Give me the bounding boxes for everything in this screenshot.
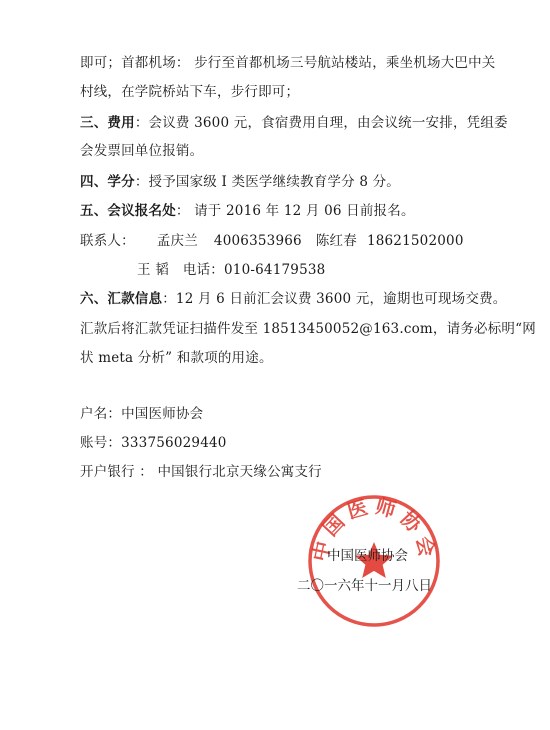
- transport-line-1: 即可；首都机场： 步行至首都机场三号航站楼站，乘坐机场大巴中关: [80, 55, 496, 71]
- fees-heading: 三、费用: [80, 115, 135, 131]
- contact-2-name: 陈红春: [315, 233, 357, 249]
- credits-text: ：授予国家级 I 类医学继续教育学分 8 分。: [134, 174, 400, 190]
- contact-1-phone: 4006353966: [213, 233, 302, 249]
- fees-line-2: 会发票回单位报销。: [80, 143, 204, 159]
- contacts-line-1: [80, 232, 464, 250]
- signature-org: 中国医师协会: [327, 548, 408, 564]
- credits-line: [80, 173, 400, 191]
- fees-line-1: [80, 114, 508, 132]
- transport-line-2: 村线，在学院桥站下车，步行即可；: [80, 84, 300, 100]
- payment-text: ：12 月 6 日前汇会议费 3600 元，逾期也可现场交费。: [162, 291, 507, 307]
- registration-text: ： 请于 2016 年 12 月 06 日前报名。: [175, 203, 415, 219]
- fees-text: ：会议费 3600 元，食宿费用自理，由会议统一安排，凭组委: [134, 115, 508, 131]
- payment-line-2: 汇款后将汇款凭证扫描件发至 18513450052@163.com，请务必标明“网: [80, 321, 536, 337]
- signature-date: 二〇一六年十一月八日: [297, 578, 432, 594]
- account-number: 账号：333756029440: [80, 435, 227, 451]
- contacts-label: 联系人：: [80, 233, 135, 249]
- payment-line-1: [80, 290, 506, 308]
- payment-line-3: 状 meta 分析” 和款项的用途。: [80, 350, 273, 366]
- seal-text: 中国医师协会: [307, 493, 441, 564]
- contact-2-phone: 18621502000: [366, 233, 464, 249]
- contacts-line-2: [137, 261, 325, 279]
- registration-heading: 五、会议报名处: [80, 203, 176, 219]
- credits-heading: 四、学分: [80, 174, 135, 190]
- payment-heading: 六、汇款信息: [80, 291, 163, 307]
- account-holder: 户名：中国医师协会: [80, 406, 204, 422]
- contact-3-phone: 电话：010-64179538: [182, 262, 326, 278]
- registration-line: [80, 202, 415, 220]
- account-bank: 开户银行 ： 中国银行北京天缘公寓支行: [80, 464, 322, 480]
- contact-1-name: 孟庆兰: [156, 233, 198, 249]
- contact-3-name: 王 韬: [137, 262, 169, 278]
